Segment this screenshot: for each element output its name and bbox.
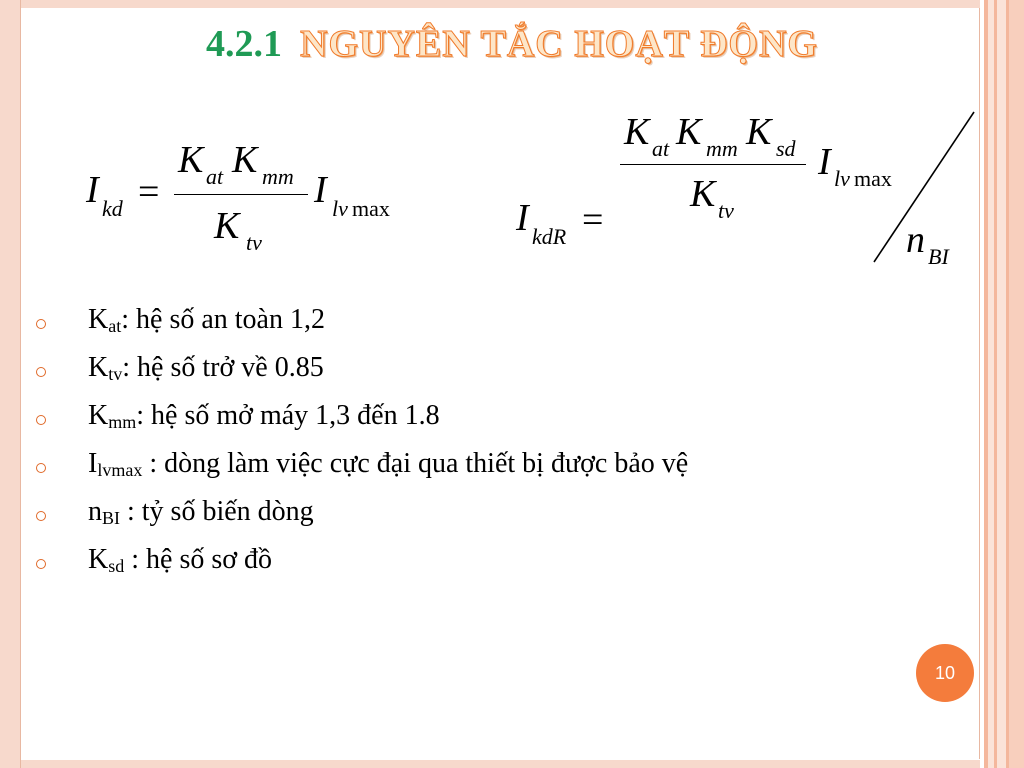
symbol-subscript: lvmax xyxy=(97,460,143,480)
symbol: K xyxy=(88,400,109,431)
bullet-circle-icon xyxy=(36,367,46,377)
f1-num-k2: K xyxy=(232,139,258,181)
f1-lhs-sub: kd xyxy=(102,196,123,221)
frame-bottom xyxy=(0,760,1024,768)
f2-lhs-var: I xyxy=(516,197,529,239)
symbol: I xyxy=(88,448,98,479)
symbol: K xyxy=(88,304,109,335)
f2-num-k3-sub: sd xyxy=(776,136,796,161)
definition-text: : hệ số trở về 0.85 xyxy=(122,352,324,383)
title-number: 4.2.1 xyxy=(206,23,283,65)
symbol-subscript: sd xyxy=(108,556,125,576)
f2-division-slash xyxy=(870,110,980,266)
definition-text: : hệ số sơ đồ xyxy=(124,544,273,575)
f1-factor-sub-it: lv xyxy=(332,196,348,221)
bullet-circle-icon xyxy=(36,559,46,569)
slide-title xyxy=(0,22,1024,66)
bullet-circle-icon xyxy=(36,415,46,425)
f1-den-k: K xyxy=(214,205,240,247)
bullet-circle-icon xyxy=(36,319,46,329)
definition-text: : dòng làm việc cực đại qua thiết bị được bảo vệ xyxy=(142,448,689,479)
f2-divisor-sub: BI xyxy=(928,244,949,269)
f1-num-k2-sub: mm xyxy=(262,164,294,189)
bullet-circle-icon xyxy=(36,511,46,521)
f1-num-k1: K xyxy=(178,139,204,181)
f2-lhs-sub: kdR xyxy=(532,224,567,249)
f1-lhs-var: I xyxy=(86,169,99,211)
bullet-circle-icon xyxy=(36,463,46,473)
f2-den-k: K xyxy=(690,173,716,215)
f2-num-k3: K xyxy=(746,111,772,153)
f2-den-k-sub: tv xyxy=(718,198,734,223)
f2-factor-sub-up: max xyxy=(854,166,892,191)
title-text: NGUYÊN TẮC HOẠT ĐỘNG xyxy=(300,23,818,65)
f1-fraction-line xyxy=(174,194,308,195)
definition-text: : hệ số mở máy 1,3 đến 1.8 xyxy=(136,400,440,431)
f1-factor-var: I xyxy=(314,169,327,211)
f2-num-k1-sub: at xyxy=(652,136,670,161)
page-number-badge: 10 xyxy=(916,644,974,702)
definition-text: : hệ số an toàn 1,2 xyxy=(121,304,325,335)
frame-left xyxy=(0,0,21,768)
f1-equals: = xyxy=(138,171,160,213)
symbol-subscript: at xyxy=(108,316,122,336)
symbol-subscript: tv xyxy=(108,364,123,384)
f2-num-k2-sub: mm xyxy=(706,136,738,161)
symbol: K xyxy=(88,544,109,575)
definition-text: : tỷ số biến dòng xyxy=(120,496,314,527)
f1-factor-sub-up: max xyxy=(352,196,390,221)
symbol-subscript: BI xyxy=(102,508,120,528)
f2-factor-var: I xyxy=(818,141,831,183)
symbol: K xyxy=(88,352,109,383)
f2-equals: = xyxy=(582,199,604,241)
symbol: n xyxy=(88,496,102,527)
f2-fraction-line xyxy=(620,164,806,165)
symbol-subscript: mm xyxy=(108,412,137,432)
f2-divisor-var: n xyxy=(906,219,925,261)
f1-den-k-sub: tv xyxy=(246,230,262,255)
f1-num-k1-sub: at xyxy=(206,164,224,189)
frame-right-stripes xyxy=(980,0,1024,768)
f2-num-k2: K xyxy=(676,111,702,153)
f2-factor-sub-it: lv xyxy=(834,166,850,191)
frame-top xyxy=(0,0,1024,8)
f2-num-k1: K xyxy=(624,111,650,153)
